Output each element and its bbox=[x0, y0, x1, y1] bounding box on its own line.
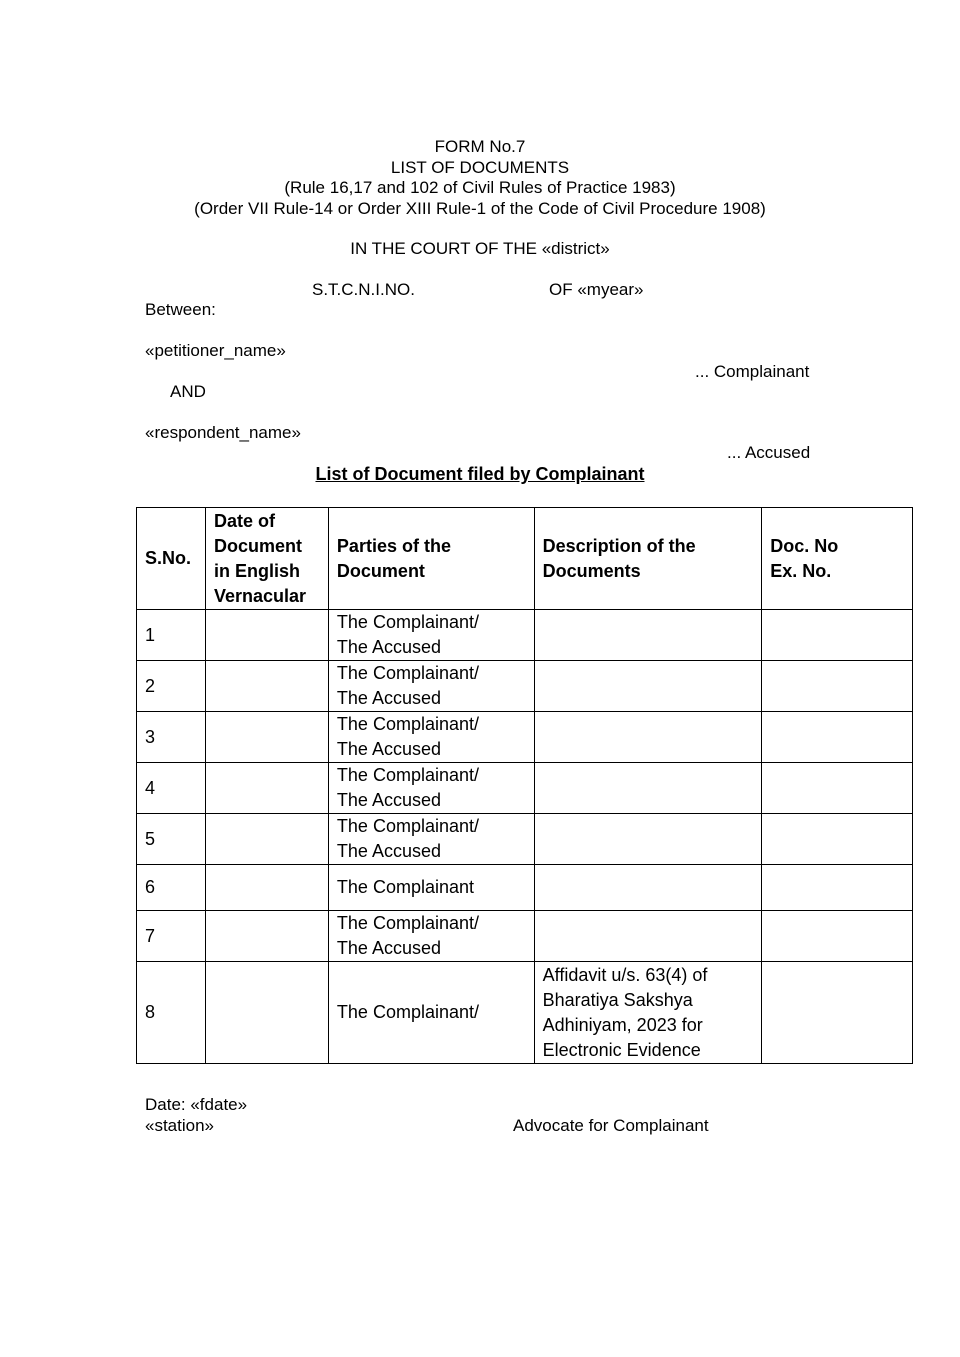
cell-sno: 6 bbox=[137, 865, 206, 911]
table-row bbox=[137, 712, 913, 763]
form-title: LIST OF DOCUMENTS bbox=[390, 158, 570, 177]
cell-parties: The Complainant/ bbox=[328, 962, 534, 1064]
cell-date bbox=[205, 661, 328, 712]
cell-description: Affidavit u/s. 63(4) of Bharatiya Sakshya Adhiniyam, 2023 for Electronic Evidence bbox=[534, 962, 762, 1064]
cell-doc-no bbox=[762, 661, 913, 712]
table-row bbox=[137, 911, 913, 962]
cell-sno: 2 bbox=[137, 661, 206, 712]
petitioner-name: «petitioner_name» bbox=[145, 341, 286, 360]
cell-parties: The Complainant/ The Accused bbox=[328, 763, 534, 814]
header-description: Description of the Documents bbox=[534, 508, 762, 610]
court-line: IN THE COURT OF THE «district» bbox=[350, 239, 610, 258]
cell-doc-no bbox=[762, 962, 913, 1064]
cell-description bbox=[534, 911, 762, 962]
complainant-role: ... Complainant bbox=[695, 362, 810, 381]
table-row bbox=[137, 814, 913, 865]
cell-date bbox=[205, 865, 328, 911]
table-row bbox=[137, 763, 913, 814]
cell-description bbox=[534, 661, 762, 712]
case-year: OF «myear» bbox=[549, 280, 644, 299]
cell-description bbox=[534, 610, 762, 661]
cell-doc-no bbox=[762, 865, 913, 911]
cell-description bbox=[534, 865, 762, 911]
footer-date: Date: «fdate» bbox=[145, 1095, 248, 1114]
cell-date bbox=[205, 712, 328, 763]
cell-sno: 3 bbox=[137, 712, 206, 763]
cell-description bbox=[534, 814, 762, 865]
cell-sno: 8 bbox=[137, 962, 206, 1064]
order-reference: (Order VII Rule-14 or Order XIII Rule-1 of the Code of Civil Procedure 1908) bbox=[194, 199, 766, 218]
cell-sno: 1 bbox=[137, 610, 206, 661]
cell-sno: 5 bbox=[137, 814, 206, 865]
header-parties: Parties of the Document bbox=[328, 508, 534, 610]
case-number-label: S.T.C.N.I.NO. bbox=[312, 280, 415, 299]
list-heading: List of Document filed by Complainant bbox=[315, 464, 645, 484]
and-label: AND bbox=[170, 382, 206, 401]
cell-date bbox=[205, 911, 328, 962]
cell-date bbox=[205, 763, 328, 814]
between-label: Between: bbox=[145, 300, 216, 319]
header-date: Date of Document in English Vernacular bbox=[205, 508, 328, 610]
cell-parties: The Complainant bbox=[328, 865, 534, 911]
cell-description bbox=[534, 763, 762, 814]
footer-station: «station» bbox=[145, 1116, 214, 1135]
form-number: FORM No.7 bbox=[434, 137, 526, 156]
cell-sno: 7 bbox=[137, 911, 206, 962]
cell-doc-no bbox=[762, 911, 913, 962]
cell-date bbox=[205, 814, 328, 865]
cell-date bbox=[205, 610, 328, 661]
cell-description bbox=[534, 712, 762, 763]
cell-doc-no bbox=[762, 763, 913, 814]
cell-parties: The Complainant/ The Accused bbox=[328, 610, 534, 661]
cell-sno: 4 bbox=[137, 763, 206, 814]
cell-parties: The Complainant/ The Accused bbox=[328, 712, 534, 763]
cell-doc-no bbox=[762, 610, 913, 661]
cell-date bbox=[205, 962, 328, 1064]
table-header-row bbox=[137, 508, 913, 610]
cell-parties: The Complainant/ The Accused bbox=[328, 661, 534, 712]
table-row bbox=[137, 661, 913, 712]
table-row bbox=[137, 610, 913, 661]
cell-doc-no bbox=[762, 712, 913, 763]
header-sno: S.No. bbox=[137, 508, 206, 610]
cell-parties: The Complainant/ The Accused bbox=[328, 911, 534, 962]
documents-table bbox=[136, 507, 913, 1064]
respondent-name: «respondent_name» bbox=[145, 423, 301, 442]
cell-parties: The Complainant/ The Accused bbox=[328, 814, 534, 865]
table-row bbox=[137, 962, 913, 1064]
accused-role: ... Accused bbox=[727, 443, 811, 462]
advocate-signature-label: Advocate for Complainant bbox=[513, 1116, 709, 1135]
cell-doc-no bbox=[762, 814, 913, 865]
rule-reference: (Rule 16,17 and 102 of Civil Rules of Practice 1983) bbox=[284, 178, 676, 197]
header-doc-no: Doc. No Ex. No. bbox=[762, 508, 913, 610]
table-row bbox=[137, 865, 913, 911]
